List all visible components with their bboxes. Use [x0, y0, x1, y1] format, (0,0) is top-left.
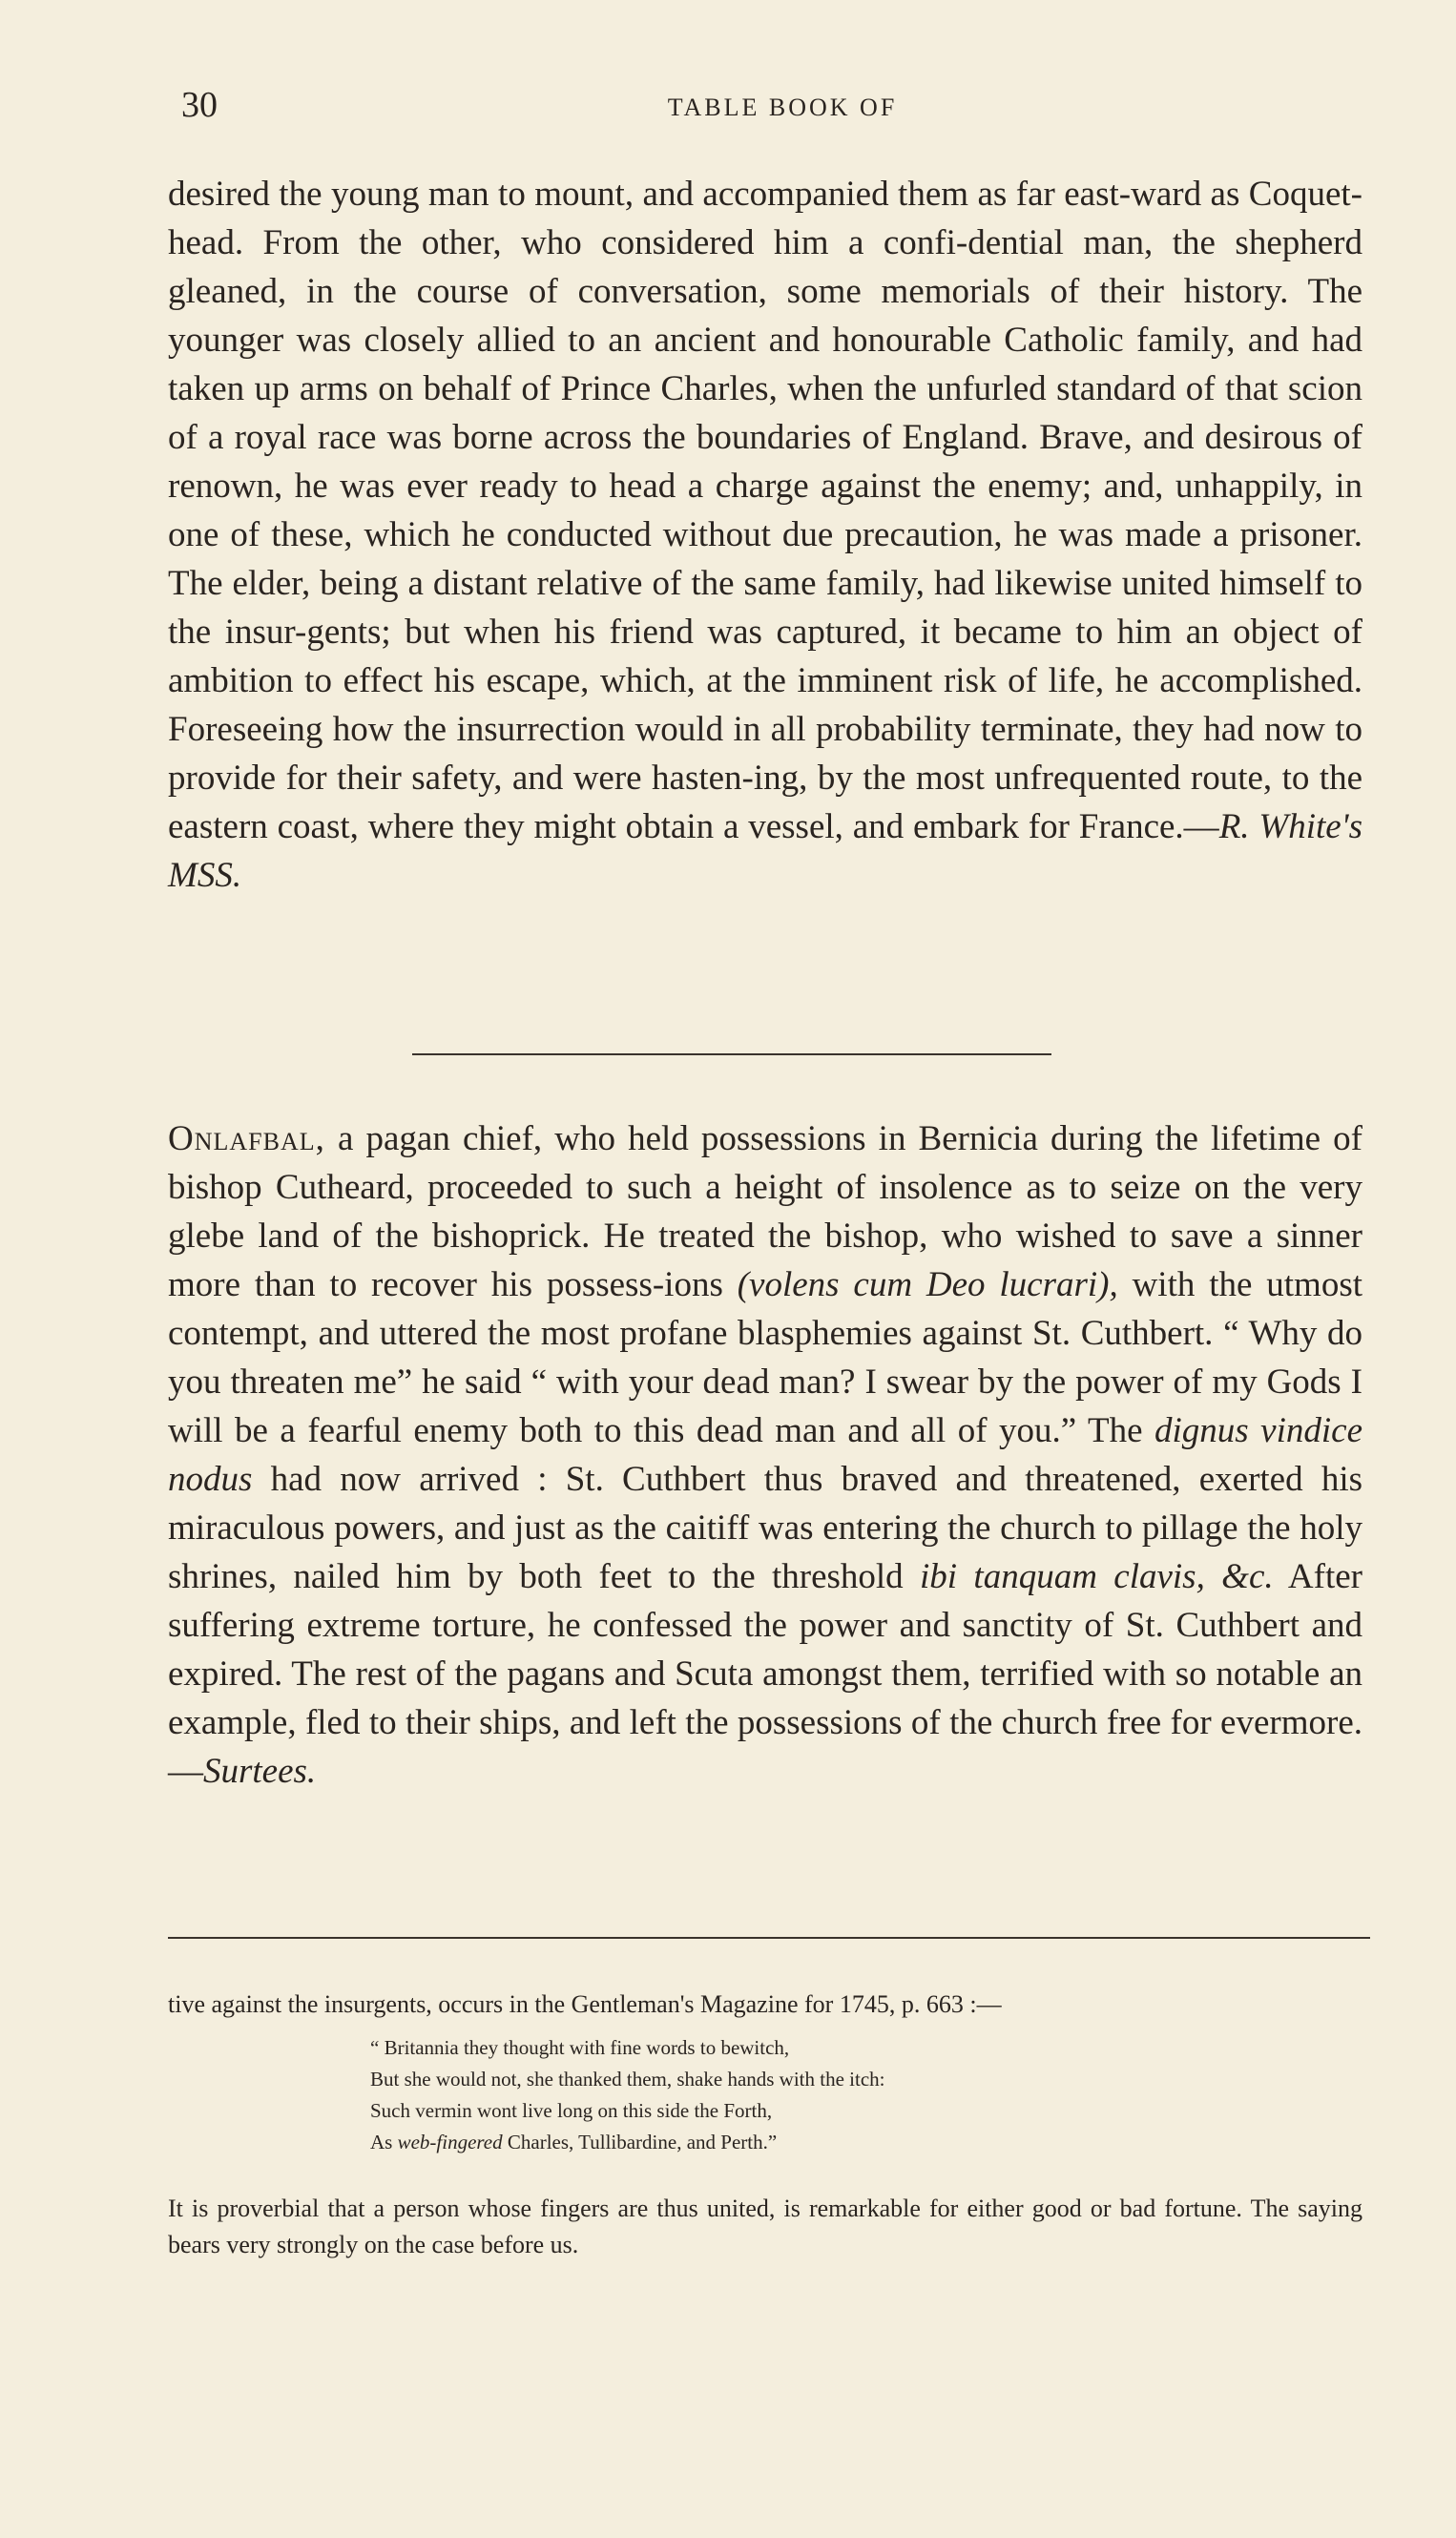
- paragraph-shepherd-story: [168, 170, 1362, 900]
- source-citation: Surtees.: [203, 1752, 317, 1791]
- latin-phrase: ibi tanquam clavis, &c.: [920, 1557, 1274, 1596]
- paragraph-text-b: with the utmost contempt, and uttered the most profane blasphemies against St. Cuthbert. “ Why do you threaten me” he said “ with your dead man? I swear by the power of my Gods I will be a fearful enemy both to this dead man and all of you.” The: [168, 1265, 1362, 1450]
- verse-line: But she would not, she thanked them, shake hands with the itch:: [370, 2068, 885, 2091]
- footnote-intro: tive against the insurgents, occurs in the Gentleman's Magazine for 1745, p. 663 :—: [168, 1990, 1002, 2018]
- source-citation: R. White's MSS.: [168, 807, 1362, 895]
- latin-phrase: (volens cum Deo lucrari),: [737, 1265, 1118, 1304]
- paragraph-onlafbal: [168, 1114, 1362, 1796]
- verse-italic: web-fingered: [397, 2131, 503, 2153]
- footnote-verse: [370, 2032, 885, 2158]
- verse-text: Charles, Tullibardine, and Perth.”: [502, 2131, 778, 2153]
- running-head: TABLE BOOK OF: [667, 94, 898, 121]
- verse-line: [370, 2127, 885, 2158]
- verse-text: As: [370, 2131, 398, 2153]
- verse-line: “ Britannia they thought with fine words to bewitch,: [370, 2036, 790, 2059]
- latin-phrase: dignus vindice nodus: [168, 1411, 1362, 1499]
- paragraph-text-d: After suffering extreme torture, he confessed the power and sanctity of St. Cuthbert and expired. The rest of the pagans and Scuta amongst them, terrified with so notable an example, fled to their ships, and left the possessions of the church free for evermore.—: [168, 1557, 1362, 1791]
- paragraph-text-c: had now arrived : St. Cuthbert thus braved and threatened, exerted his miraculous powers, and just as the caitiff was entering the church to pillage the holy shrines, nailed him by both feet to the threshold: [168, 1460, 1362, 1596]
- paragraph-text: desired the young man to mount, and accompanied them as far east-ward as Coquet-head. From the other, who considered him a confi-dential man, the shepherd gleaned, in the course of conversation, some memorials of their history. The younger was closely allied to an ancient and honourable Catholic family, and had taken up arms on behalf of Prince Charles, when the unfurled standard of that scion of a royal race was borne across the boundaries of England. Brave, and desirous of renown, he was ever ready to head a charge against the enemy; and, unhappily, in one of these, which he conducted without due precaution, he was made a prisoner. The elder, being a distant relative of the same family, had likewise united himself to the insur-gents; but when his friend was captured, it became to him an object of ambition to effect his escape, which, at the imminent risk of life, he accomplished. Foreseeing how the insurrection would in all probability terminate, they had now to provide for their safety, and were hasten-ing, by the most unfrequented route, to the eastern coast, where they might obtain a vessel, and embark for France.—: [168, 175, 1362, 846]
- page-header: [181, 84, 1383, 132]
- section-divider: [412, 1053, 1051, 1055]
- footnote-divider: [168, 1937, 1370, 1939]
- lead-name: Onlafbal,: [168, 1119, 325, 1158]
- footnote-closing: It is proverbial that a person whose fingers are thus united, is remarkable for either good or bad fortune. The saying bears very strongly on the case before us.: [168, 2195, 1362, 2258]
- paragraph-text-a: a pagan chief, who held possessions in Bernicia during the lifetime of bishop Cutheard, proceeded to such a height of insolence as to seize on the very glebe land of the bishoprick. He treated the bishop, who wished to save a sinner more than to recover his possess-ions: [168, 1119, 1362, 1304]
- page-number: 30: [181, 85, 218, 125]
- verse-line: Such vermin wont live long on this side the Forth,: [370, 2099, 773, 2122]
